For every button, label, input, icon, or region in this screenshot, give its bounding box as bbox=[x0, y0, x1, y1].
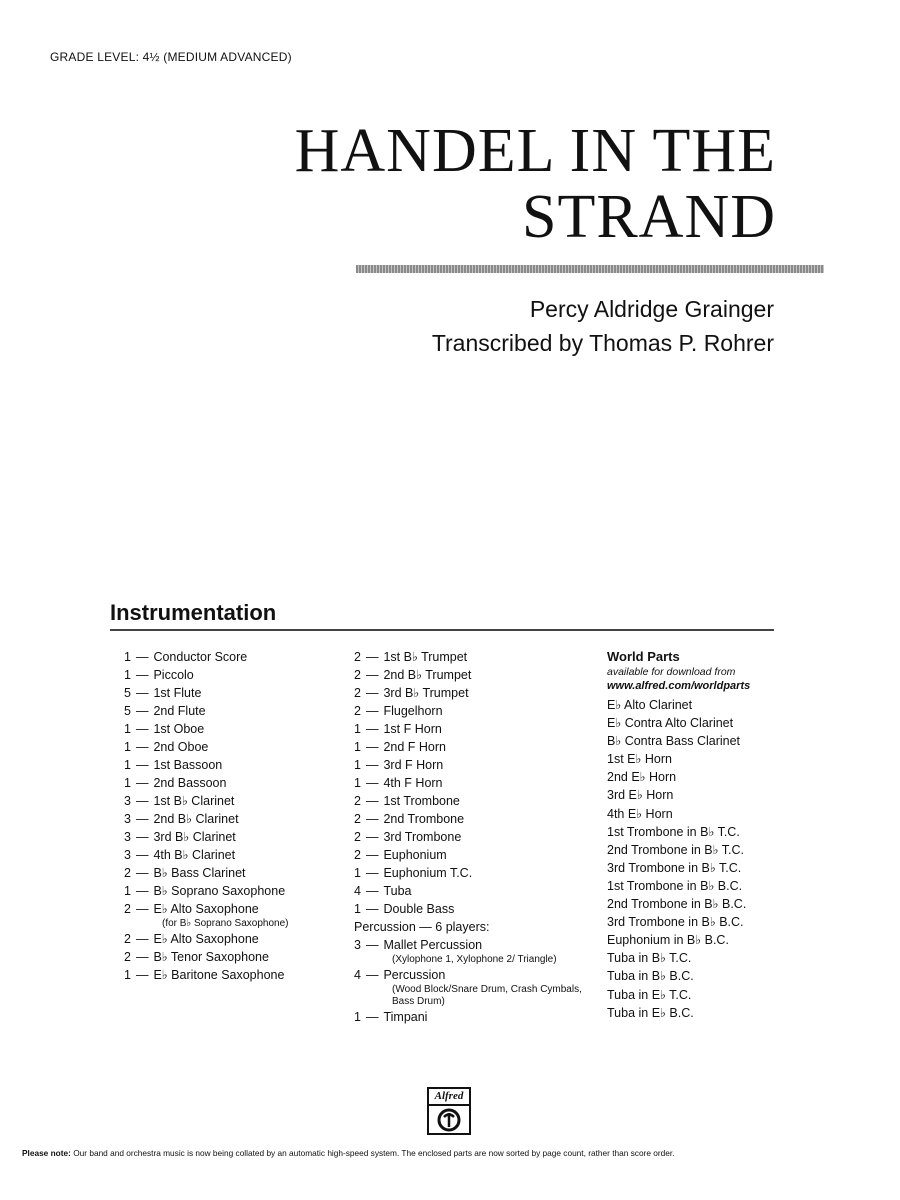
world-parts bbox=[607, 648, 797, 1022]
part-quantity: 5 bbox=[124, 704, 131, 718]
instrument-name: 2nd F Horn bbox=[383, 740, 446, 754]
instrument-name: 3rd B♭ Clarinet bbox=[153, 830, 236, 844]
part-quantity: 1 bbox=[124, 776, 131, 790]
instrument-row bbox=[354, 720, 599, 738]
world-part-item: Tuba in E♭ B.C. bbox=[607, 1005, 694, 1020]
world-part-item: Tuba in B♭ T.C. bbox=[607, 951, 692, 966]
dash-separator: — bbox=[135, 884, 149, 898]
part-quantity: 3 bbox=[354, 938, 361, 952]
part-quantity: 1 bbox=[354, 776, 361, 790]
instrument-name: 2nd B♭ Clarinet bbox=[153, 812, 239, 826]
part-quantity: 2 bbox=[354, 650, 361, 664]
instrument-row bbox=[354, 792, 599, 810]
instrument-name: 1st Trombone bbox=[383, 794, 460, 808]
part-quantity: 3 bbox=[124, 794, 131, 808]
world-part-item: 2nd E♭ Horn bbox=[607, 770, 677, 785]
instrument-name: E♭ Baritone Saxophone bbox=[153, 968, 285, 982]
footer-text: Our band and orchestra music is now being collated by an automatic high-speed system. The enclosed parts are now sorted by page count, rather than score order. bbox=[73, 1148, 675, 1158]
instrument-row bbox=[354, 1008, 599, 1026]
part-quantity: 3 bbox=[124, 830, 131, 844]
instrument-name: 2nd Oboe bbox=[153, 740, 209, 754]
instrument-name: 4th B♭ Clarinet bbox=[153, 848, 236, 862]
part-quantity: 1 bbox=[124, 722, 131, 736]
instrument-name: B♭ Bass Clarinet bbox=[153, 866, 246, 880]
instrument-name: 1st F Horn bbox=[383, 722, 442, 736]
part-quantity: 1 bbox=[354, 1010, 361, 1024]
instrument-row bbox=[354, 846, 599, 864]
instrument-row bbox=[354, 738, 599, 756]
dash-separator: — bbox=[365, 758, 379, 772]
title-divider bbox=[356, 265, 824, 273]
world-part-item: E♭ Alto Clarinet bbox=[607, 698, 693, 712]
instrument-row bbox=[124, 756, 349, 774]
part-quantity: 2 bbox=[354, 830, 361, 844]
footer-note bbox=[22, 1148, 852, 1159]
world-part-item: Tuba in E♭ T.C. bbox=[607, 987, 692, 1002]
dash-separator: — bbox=[365, 722, 379, 736]
dash-separator: — bbox=[135, 758, 149, 772]
dash-separator: — bbox=[135, 902, 149, 916]
instrument-row bbox=[124, 900, 349, 918]
section-label: Percussion — 6 players: bbox=[354, 920, 490, 934]
alfred-logo-text: Alfred bbox=[429, 1089, 469, 1106]
world-part-item: E♭ Contra Alto Clarinet bbox=[607, 716, 734, 731]
instrument-row bbox=[124, 828, 349, 846]
world-part-item: 3rd Trombone in B♭ B.C. bbox=[607, 915, 744, 930]
instrument-row bbox=[354, 936, 599, 954]
piece-title bbox=[140, 118, 776, 250]
dash-separator: — bbox=[135, 722, 149, 736]
instrument-name: Percussion bbox=[383, 968, 446, 982]
instrument-row bbox=[124, 666, 349, 684]
instrument-row bbox=[124, 720, 349, 738]
instrument-name: E♭ Alto Saxophone bbox=[153, 902, 259, 916]
world-part-item: 2nd Trombone in B♭ B.C. bbox=[607, 897, 747, 912]
alfred-logo bbox=[427, 1087, 471, 1135]
part-quantity: 1 bbox=[354, 902, 361, 916]
dash-separator: — bbox=[365, 776, 379, 790]
instrument-name: 1st B♭ Trumpet bbox=[383, 650, 468, 664]
dash-separator: — bbox=[365, 884, 379, 898]
instrument-row bbox=[124, 648, 349, 666]
instrument-name: 3rd B♭ Trumpet bbox=[383, 686, 469, 700]
part-quantity: 1 bbox=[124, 668, 131, 682]
instrument-name: B♭ Tenor Saxophone bbox=[153, 950, 269, 964]
instrument-row bbox=[124, 738, 349, 756]
instrumentation-divider bbox=[110, 629, 774, 631]
part-quantity: 1 bbox=[124, 758, 131, 772]
instrument-row bbox=[124, 966, 349, 984]
world-parts-list bbox=[607, 696, 797, 1022]
dash-separator: — bbox=[365, 848, 379, 862]
world-part-item: 1st Trombone in B♭ B.C. bbox=[607, 878, 743, 893]
part-quantity: 2 bbox=[124, 902, 131, 916]
instrument-note: (for B♭ Soprano Saxophone) bbox=[162, 918, 289, 929]
dash-separator: — bbox=[135, 848, 149, 862]
dash-separator: — bbox=[365, 812, 379, 826]
instrument-name: Conductor Score bbox=[153, 650, 248, 664]
part-quantity: 1 bbox=[124, 740, 131, 754]
dash-separator: — bbox=[135, 686, 149, 700]
instrument-note: (Wood Block/Snare Drum, Crash Cymbals, Bass Drum) bbox=[392, 984, 582, 1007]
world-parts-title: World Parts bbox=[607, 649, 680, 664]
part-quantity: 2 bbox=[354, 704, 361, 718]
dash-separator: — bbox=[135, 932, 149, 946]
instrument-row bbox=[124, 774, 349, 792]
dash-separator: — bbox=[135, 830, 149, 844]
world-part-item: Euphonium in B♭ B.C. bbox=[607, 933, 729, 948]
part-quantity: 2 bbox=[354, 794, 361, 808]
instrument-name: B♭ Soprano Saxophone bbox=[153, 884, 286, 898]
instrument-name: 4th F Horn bbox=[383, 776, 443, 790]
instrument-row bbox=[354, 774, 599, 792]
instrument-name: Double Bass bbox=[383, 902, 455, 916]
instrument-name: 2nd Bassoon bbox=[153, 776, 227, 790]
instrument-name: 1st Oboe bbox=[153, 722, 205, 736]
part-quantity: 1 bbox=[354, 740, 361, 754]
instrumentation-heading: Instrumentation bbox=[110, 600, 277, 625]
instrument-row bbox=[354, 810, 599, 828]
instrument-name: Flugelhorn bbox=[383, 704, 443, 718]
dash-separator: — bbox=[135, 650, 149, 664]
world-part-item: 1st E♭ Horn bbox=[607, 752, 672, 767]
instrument-name: 1st Flute bbox=[153, 686, 202, 700]
instrumentation-column-2 bbox=[354, 648, 599, 1026]
instrument-name: E♭ Alto Saxophone bbox=[153, 932, 259, 946]
world-part-item: 3rd Trombone in B♭ T.C. bbox=[607, 860, 742, 875]
instrument-row bbox=[354, 684, 599, 702]
instrument-name: 3rd F Horn bbox=[383, 758, 444, 772]
world-part-item: 3rd E♭ Horn bbox=[607, 788, 674, 803]
dash-separator: — bbox=[135, 968, 149, 982]
world-parts-subtitle: available for download from bbox=[607, 666, 736, 678]
dash-separator: — bbox=[365, 866, 379, 880]
part-quantity: 4 bbox=[354, 884, 361, 898]
grade-level: GRADE LEVEL: 4½ (MEDIUM ADVANCED) bbox=[50, 50, 292, 64]
instrument-name: 2nd Flute bbox=[153, 704, 206, 718]
instrument-name: 2nd Trombone bbox=[383, 812, 465, 826]
instrument-name: Tuba bbox=[383, 884, 412, 898]
dash-separator: — bbox=[365, 938, 379, 952]
instrument-row bbox=[124, 792, 349, 810]
instrument-row bbox=[124, 864, 349, 882]
world-part-item: B♭ Contra Bass Clarinet bbox=[607, 734, 741, 749]
dash-separator: — bbox=[135, 812, 149, 826]
instrument-name: 2nd B♭ Trumpet bbox=[383, 668, 472, 682]
world-part-item: 1st Trombone in B♭ T.C. bbox=[607, 824, 740, 839]
part-quantity: 5 bbox=[124, 686, 131, 700]
part-quantity: 2 bbox=[124, 866, 131, 880]
instrument-row bbox=[354, 702, 599, 720]
instrument-name: Euphonium bbox=[383, 848, 447, 862]
instrument-row bbox=[124, 948, 349, 966]
instrument-row bbox=[354, 864, 599, 882]
part-quantity: 2 bbox=[124, 932, 131, 946]
instrument-row bbox=[354, 648, 599, 666]
dash-separator: — bbox=[365, 650, 379, 664]
world-parts-link[interactable]: www.alfred.com/worldparts bbox=[607, 680, 751, 692]
instrument-note: (Xylophone 1, Xylophone 2/ Triangle) bbox=[392, 954, 557, 965]
instrument-name: 3rd Trombone bbox=[383, 830, 462, 844]
instrument-row bbox=[124, 882, 349, 900]
dash-separator: — bbox=[135, 794, 149, 808]
instrument-row bbox=[354, 756, 599, 774]
instrument-row bbox=[124, 930, 349, 948]
arranger: Transcribed by Thomas P. Rohrer bbox=[431, 330, 774, 356]
instrument-row bbox=[354, 966, 599, 984]
instrument-name: 1st B♭ Clarinet bbox=[153, 794, 235, 808]
instrument-name: Piccolo bbox=[153, 668, 194, 682]
title-line-1: HANDEL IN THE bbox=[294, 117, 776, 185]
instrument-name: Mallet Percussion bbox=[383, 938, 483, 952]
part-quantity: 1 bbox=[354, 722, 361, 736]
composer: Percy Aldridge Grainger bbox=[529, 296, 774, 322]
part-quantity: 1 bbox=[354, 866, 361, 880]
part-quantity: 1 bbox=[124, 968, 131, 982]
part-quantity: 2 bbox=[354, 668, 361, 682]
part-quantity: 4 bbox=[354, 968, 361, 982]
instrument-row bbox=[124, 702, 349, 720]
part-quantity: 1 bbox=[124, 884, 131, 898]
part-quantity: 2 bbox=[354, 848, 361, 862]
part-quantity: 1 bbox=[124, 650, 131, 664]
part-quantity: 2 bbox=[354, 686, 361, 700]
instrument-row bbox=[124, 684, 349, 702]
instrument-row bbox=[354, 882, 599, 900]
dash-separator: — bbox=[365, 830, 379, 844]
dash-separator: — bbox=[135, 866, 149, 880]
part-quantity: 1 bbox=[354, 758, 361, 772]
dash-separator: — bbox=[135, 776, 149, 790]
world-part-item: 4th E♭ Horn bbox=[607, 806, 673, 821]
dash-separator: — bbox=[365, 902, 379, 916]
dash-separator: — bbox=[365, 968, 379, 982]
instrument-row bbox=[354, 666, 599, 684]
world-part-item: 2nd Trombone in B♭ T.C. bbox=[607, 842, 744, 857]
dash-separator: — bbox=[135, 950, 149, 964]
dash-separator: — bbox=[365, 1010, 379, 1024]
instrument-row bbox=[124, 810, 349, 828]
instrumentation-column-1 bbox=[124, 648, 349, 984]
dash-separator: — bbox=[365, 794, 379, 808]
part-quantity: 3 bbox=[124, 848, 131, 862]
alfred-emblem-icon bbox=[437, 1108, 461, 1132]
instrument-name: 1st Bassoon bbox=[153, 758, 223, 772]
dash-separator: — bbox=[365, 686, 379, 700]
footer-label: Please note: bbox=[22, 1148, 71, 1158]
dash-separator: — bbox=[365, 668, 379, 682]
instrument-row bbox=[354, 900, 599, 918]
instrument-name: Timpani bbox=[383, 1010, 428, 1024]
part-quantity: 3 bbox=[124, 812, 131, 826]
dash-separator: — bbox=[135, 704, 149, 718]
instrument-name: Euphonium T.C. bbox=[383, 866, 473, 880]
world-part-item: Tuba in B♭ B.C. bbox=[607, 969, 694, 984]
title-line-2: STRAND bbox=[521, 183, 776, 251]
dash-separator: — bbox=[135, 740, 149, 754]
instrument-row bbox=[124, 846, 349, 864]
dash-separator: — bbox=[365, 704, 379, 718]
part-quantity: 2 bbox=[354, 812, 361, 826]
dash-separator: — bbox=[365, 740, 379, 754]
part-quantity: 2 bbox=[124, 950, 131, 964]
dash-separator: — bbox=[135, 668, 149, 682]
instrument-row bbox=[354, 828, 599, 846]
